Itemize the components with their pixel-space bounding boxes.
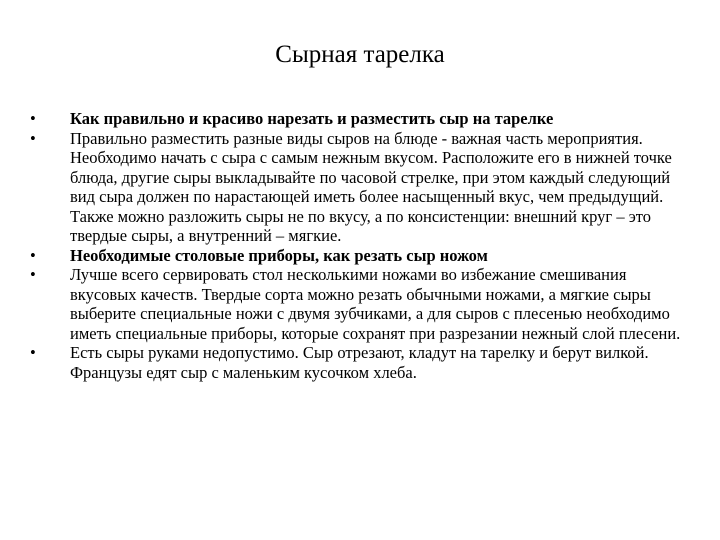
bullet-text: Правильно разместить разные виды сыров на блюде - важная часть мероприятия. Необходимо начать с сыра с самым нежным вкусом. Расположите его в нижней точке блюда, другие сыры выкладывайте по часовой стрелке, при этом каждый следующий вид сыра должен по нарастающей иметь более насыщенный вкус, чем предыдущий. Также можно разложить сыры не по вкусу, а по консистенции: внешний круг – это твердые сыры, а внутренний – мягкие.: [70, 128, 672, 245]
bullet-item: [30, 109, 690, 129]
bullet-item: [30, 246, 690, 266]
bullet-item: [30, 265, 690, 343]
bullet-dot-icon: •: [30, 109, 36, 128]
slide-title: Сырная тарелка: [275, 41, 445, 68]
bullet-list: [30, 109, 690, 382]
bullet-text: Как правильно и красиво нарезать и разместить сыр на тарелке: [70, 109, 554, 128]
bullet-text: Необходимые столовые приборы, как резать сыр ножом: [70, 245, 488, 265]
bullet-text: Лучше всего сервировать стол несколькими ножами во избежание смешивания вкусовых качеств. Твердые сорта можно резать обычными ножами, а мягкие сыры выберите специальные ножи с двумя зубчиками, а для сыров с плесенью необходимо иметь специальные приборы, которые сохранят при разрезании нежный слой плесени.: [70, 265, 681, 343]
bullet-dot-icon: •: [30, 245, 36, 265]
bullet-item: [30, 129, 690, 246]
bullet-item: [30, 343, 690, 382]
bullet-text: Есть сыры руками недопустимо. Сыр отрезают, кладут на тарелку и берут вилкой. Французы едят сыр с маленьким кусочком хлеба.: [70, 343, 649, 382]
bullet-dot-icon: •: [30, 265, 36, 284]
bullet-dot-icon: •: [30, 128, 36, 148]
bullet-dot-icon: •: [30, 343, 36, 362]
